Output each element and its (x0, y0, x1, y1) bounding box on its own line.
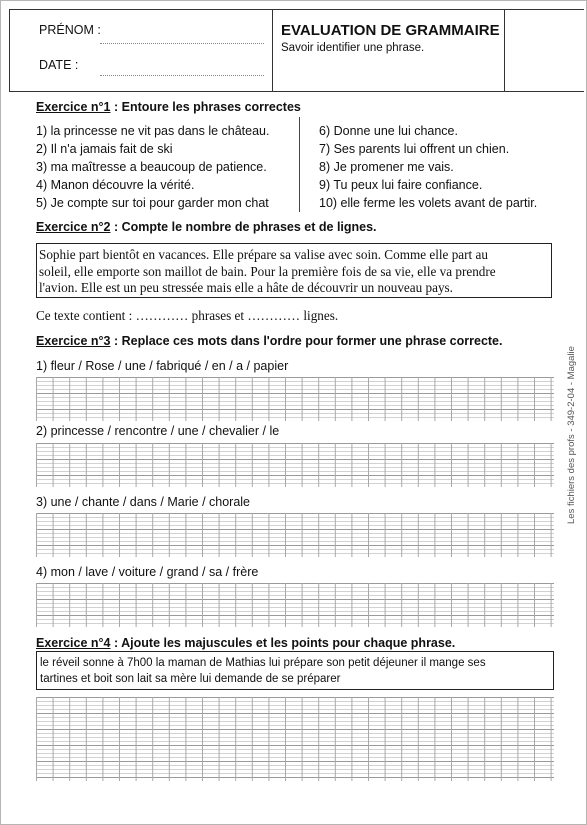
writing-grid[interactable] (36, 513, 554, 557)
ex1-item[interactable]: 1) la princesse ne vit pas dans le château. (36, 124, 270, 138)
ex1-item[interactable]: 9) Tu peux lui faire confiance. (319, 178, 483, 192)
ex2-text-line: l'avion. Elle est un peu stressée mais elle a hâte de découvrir un nouveau pays. (39, 280, 453, 295)
ex2-title (36, 220, 377, 234)
ex2-answer-line: Ce texte contient : ………… phrases et ………… lignes. (36, 308, 339, 323)
writing-grid[interactable] (36, 583, 554, 627)
grid-lines (36, 513, 554, 557)
ex1-item[interactable]: 4) Manon découvre la vérité. (36, 178, 195, 192)
ex1-left-list (36, 124, 269, 214)
ex1-column-divider (299, 117, 300, 212)
writing-grid[interactable] (36, 377, 554, 421)
ex4-label: Exercice n°4 (36, 636, 111, 650)
ex1-item[interactable]: 8) Je promener me vais. (319, 160, 454, 174)
date-label: DATE : (39, 58, 79, 72)
ex1-right-list (319, 124, 537, 214)
ex4-text-box (36, 651, 554, 690)
student-info-box (10, 10, 273, 91)
grid-lines (36, 583, 554, 627)
grid-lines (36, 377, 554, 421)
ex3-item: 3) une / chante / dans / Marie / chorale (36, 495, 251, 509)
ex1-title (36, 100, 301, 114)
ex3-instruction: : Replace ces mots dans l'ordre pour former une phrase correcte. (110, 334, 503, 348)
header-box (9, 9, 584, 92)
copyright-text: Les fichiers des profs - 349-2-04 - Magalie (566, 346, 577, 524)
ex2-text-box (36, 243, 552, 298)
ex3-item: 1) fleur / Rose / une / fabriqué / en / a / papier (36, 359, 289, 373)
ex2-label: Exercice n°2 (36, 220, 111, 234)
ex1-item[interactable]: 6) Donne une lui chance. (319, 124, 458, 138)
ex3-title (36, 334, 503, 348)
header-divider (504, 10, 505, 91)
ex4-text-line: le réveil sonne à 7h00 la maman de Mathias lui prépare son petit déjeuner il mange ses (40, 657, 486, 669)
ex4-title (36, 636, 455, 650)
ex1-item[interactable]: 3) ma maîtresse a beaucoup de patience. (36, 160, 267, 174)
copyright-sidebar (566, 319, 578, 524)
ex1-item[interactable]: 10) elle ferme les volets avant de partir. (319, 196, 538, 210)
grid-lines (36, 697, 554, 781)
writing-grid[interactable] (36, 697, 554, 781)
grid-lines (36, 443, 554, 487)
prenom-label: PRÉNOM : (39, 23, 101, 37)
ex1-item[interactable]: 7) Ses parents lui offrent un chien. (319, 142, 510, 156)
ex2-text-line: Sophie part bientôt en vacances. Elle prépare sa valise avec soin. Comme elle part au (39, 247, 488, 262)
page-subtitle: Savoir identifier une phrase. (281, 42, 425, 54)
page-title: EVALUATION DE GRAMMAIRE (281, 22, 500, 39)
date-field[interactable] (100, 75, 264, 76)
ex1-item[interactable]: 2) Il n'a jamais fait de ski (36, 142, 173, 156)
writing-grid[interactable] (36, 443, 554, 487)
ex1-item[interactable]: 5) Je compte sur toi pour garder mon chat (36, 196, 269, 210)
ex3-item: 4) mon / lave / voiture / grand / sa / frère (36, 565, 259, 579)
ex1-instruction: : Entoure les phrases correctes (110, 100, 301, 114)
ex2-instruction: : Compte le nombre de phrases et de lignes. (110, 220, 377, 234)
ex4-text-line: tartines et boit son lait sa mère lui demande de se préparer (40, 673, 341, 685)
ex3-item: 2) princesse / rencontre / une / chevalier / le (36, 424, 280, 438)
ex2-text-line: soleil, elle emporte son maillot de bain. Pour la première fois de sa vie, elle va prendre (39, 263, 496, 279)
ex1-label: Exercice n°1 (36, 100, 111, 114)
ex3-label: Exercice n°3 (36, 334, 111, 348)
ex4-instruction: : Ajoute les majuscules et les points pour chaque phrase. (110, 636, 456, 650)
prenom-field[interactable] (100, 43, 264, 44)
